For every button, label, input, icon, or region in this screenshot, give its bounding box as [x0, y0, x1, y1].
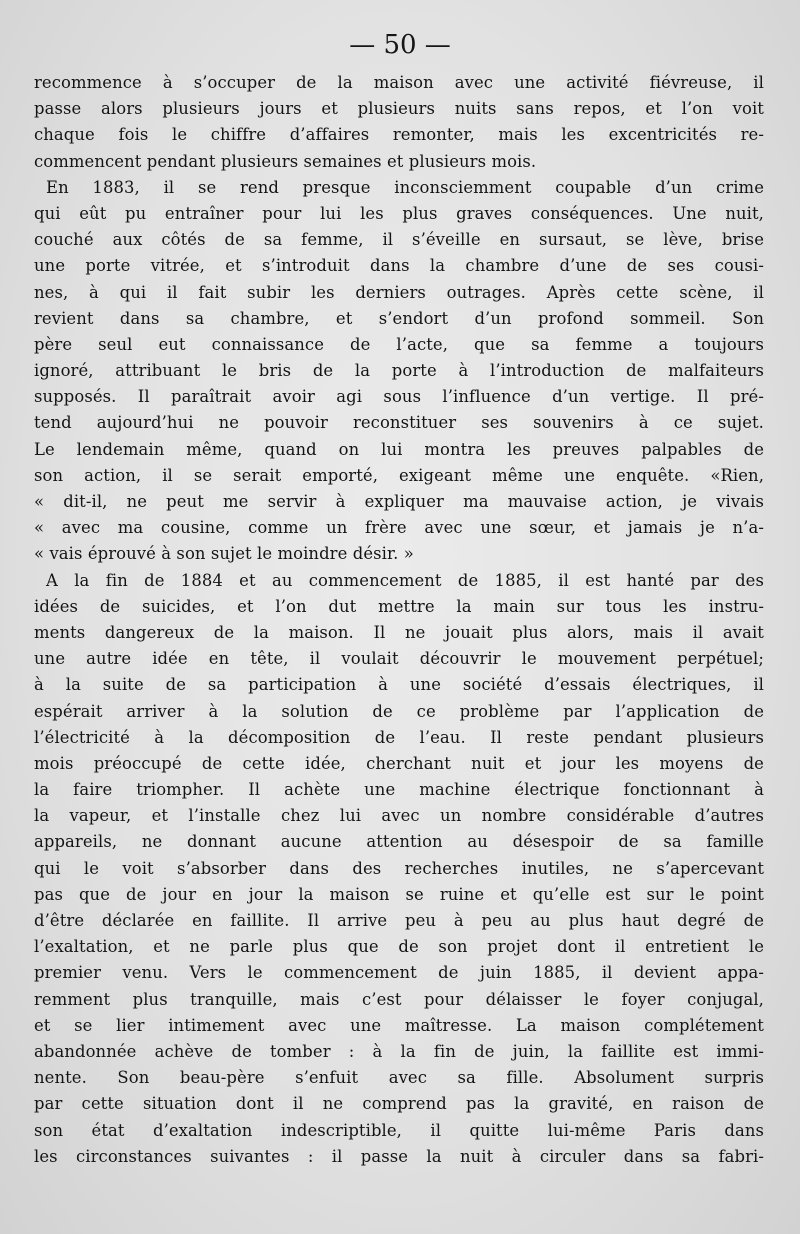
text-line: « vais éprouvé à son sujet le moindre désir. »	[34, 544, 414, 564]
text-line: à la suite de sa participation à une société d’essais électriques, il	[34, 675, 764, 695]
text-line: abandonnée achève de tomber : à la fin de juin, la faillite est immi-	[34, 1041, 764, 1061]
text-line: son état d’exaltation indescriptible, il quitte lui-même Paris dans	[34, 1120, 764, 1140]
text-line: espérait arriver à la solution de ce problème par l’application de	[34, 701, 764, 721]
text-line: passe alors plusieurs jours et plusieurs nuits sans repos, et l’on voit	[34, 99, 764, 119]
text-line: « dit-il, ne peut me servir à expliquer ma mauvaise action, je vivais	[34, 492, 764, 511]
text-line: et se lier intimement avec une maîtresse. La maison complétement	[34, 1015, 764, 1035]
text-line: les circonstances suivantes : il passe la nuit à circuler dans sa fabri-	[34, 1146, 764, 1166]
text-line: chaque fois le chiffre d’affaires remonter, mais les excentricités re-	[34, 125, 764, 145]
text-line: nes, à qui il fait subir les derniers outrages. Après cette scène, il	[34, 282, 764, 302]
text-line: En 1883, il se rend presque inconsciemment coupable d’un crime	[46, 177, 764, 197]
text-line: commencent pendant plusieurs semaines et plusieurs mois.	[34, 151, 537, 171]
text-line: A la fin de 1884 et au commencement de 1885, il est hanté par des	[46, 570, 764, 590]
text-line: père seul eut connaissance de l’acte, que sa femme a toujours	[34, 334, 764, 354]
text-line: qui eût pu entraîner pour lui les plus graves conséquences. Une nuit,	[34, 203, 764, 223]
text-line: remment plus tranquille, mais c’est pour délaisser le foyer conjugal,	[34, 989, 764, 1009]
text-line: la faire triompher. Il achète une machine électrique fonctionnant à	[34, 780, 764, 800]
text-line: « avec ma cousine, comme un frère avec une sœur, et jamais je n’a-	[34, 518, 764, 538]
text-line: nente. Son beau-père s’enfuit avec sa fille. Absolument surpris	[34, 1068, 764, 1088]
text-line: ments dangereux de la maison. Il ne jouait plus alors, mais il avait	[34, 622, 764, 642]
text-line: par cette situation dont il ne comprend pas la gravité, en raison de	[34, 1094, 764, 1114]
text-line: Le lendemain même, quand on lui montra les preuves palpables de	[34, 439, 764, 459]
text-line: premier venu. Vers le commencement de juin 1885, il devient appa-	[34, 963, 764, 983]
text-line: recommence à s’occuper de la maison avec une activité fiévreuse, il	[34, 73, 764, 92]
text-line: tend aujourd’hui ne pouvoir reconstituer ses souvenirs à ce sujet.	[34, 413, 764, 433]
text-line: une autre idée en tête, il voulait découvrir le mouvement perpétuel;	[34, 649, 764, 669]
text-line: ignoré, attribuant le bris de la porte à l’introduction de malfaiteurs	[34, 361, 764, 381]
text-line: une porte vitrée, et s’introduit dans la chambre d’une de ses cousi-	[34, 256, 764, 276]
body-text	[34, 70, 764, 1170]
text-line: qui le voit s’absorber dans des recherches inutiles, ne s’apercevant	[34, 858, 764, 878]
text-line: revient dans sa chambre, et s’endort d’un profond sommeil. Son	[34, 308, 764, 328]
text-line: idées de suicides, et l’on dut mettre la main sur tous les instru-	[34, 596, 764, 616]
text-line: l’exaltation, et ne parle plus que de son projet dont il entretient le	[34, 937, 764, 957]
text-line: son action, il se serait emporté, exigeant même une enquête. «Rien,	[34, 465, 764, 485]
text-line: mois préoccupé de cette idée, cherchant nuit et jour les moyens de	[34, 753, 764, 773]
text-line: la vapeur, et l’installe chez lui avec un nombre considérable d’autres	[34, 806, 764, 826]
text-line: pas que de jour en jour la maison se ruine et qu’elle est sur le point	[34, 884, 764, 904]
text-line: l’électricité à la décomposition de l’eau. Il reste pendant plusieurs	[34, 727, 764, 747]
text-line: appareils, ne donnant aucune attention au désespoir de sa famille	[34, 832, 764, 852]
page-number: — 50 —	[349, 30, 451, 60]
text-line: couché aux côtés de sa femme, il s’éveille en sursaut, se lève, brise	[34, 230, 764, 250]
text-line: d’être déclarée en faillite. Il arrive peu à peu au plus haut degré de	[34, 911, 764, 930]
text-line: supposés. Il paraîtrait avoir agi sous l’influence d’un vertige. Il pré-	[34, 387, 764, 407]
